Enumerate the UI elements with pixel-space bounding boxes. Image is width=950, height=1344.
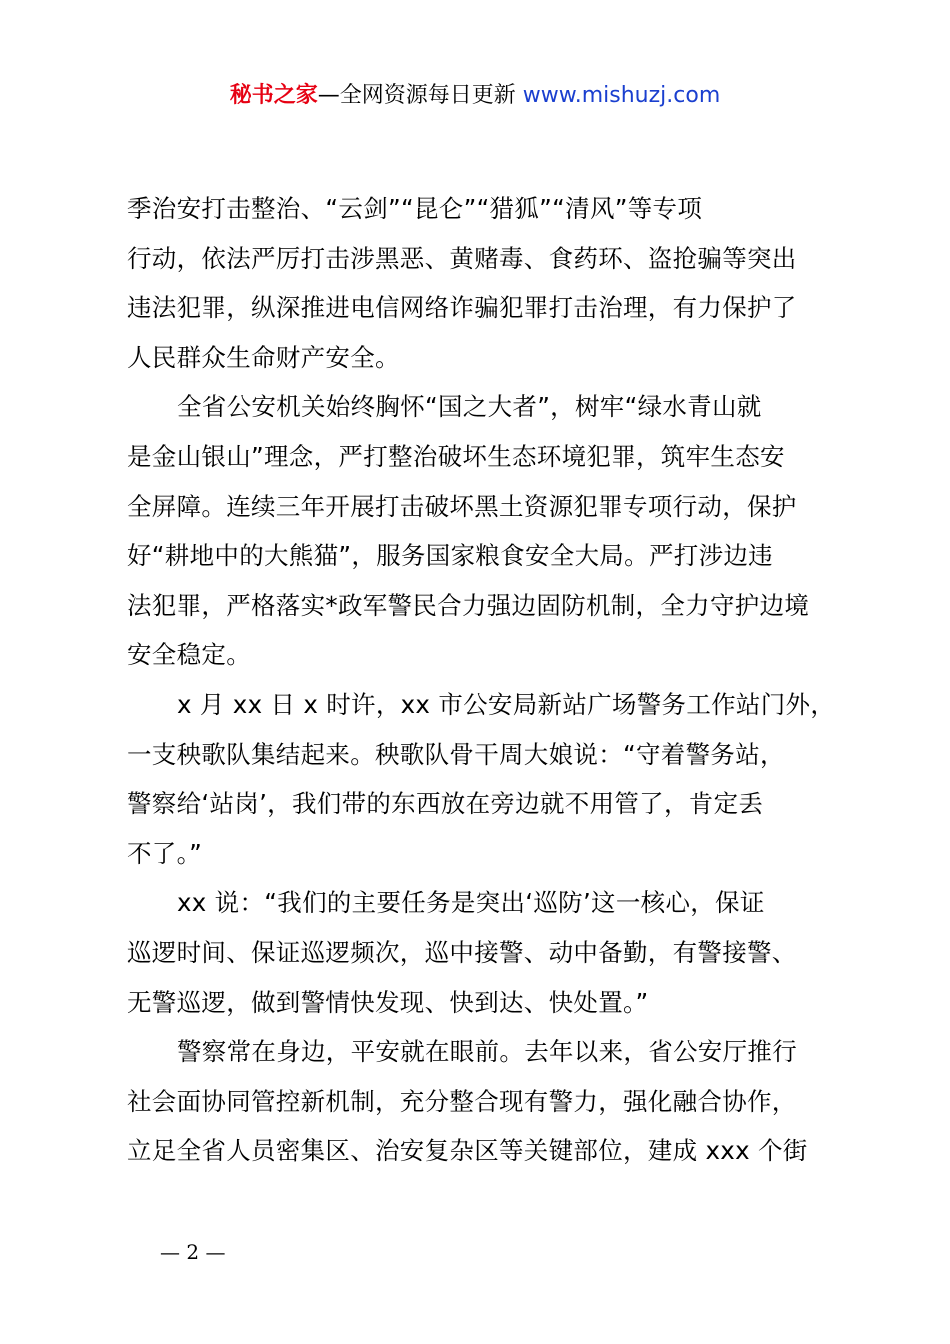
page-header [0,80,950,112]
text-line: 立足全省人员密集区、治安复杂区等关键部位，建成 xxx 个街 [127,1136,808,1166]
brand-name: 秘书之家 [229,83,318,108]
text-line: 违法犯罪，纵深推进电信网络诈骗犯罪打击治理，有力保护了 [127,293,797,323]
text-line: 巡逻时间、保证巡逻频次，巡中接警、动中备勤，有警接警、 [127,937,797,967]
text-line: 社会面协同管控新机制，充分整合现有警力，强化融合协作， [127,1086,797,1116]
text-line: 警察给‘站岗’，我们带的东西放在旁边就不用管了，肯定丢 [127,789,764,819]
text-line: 全屏障。连续三年开展打击破坏黑土资源犯罪专项行动，保护 [127,491,797,521]
text-line: xx 说：“我们的主要任务是突出‘巡防’这一核心，保证 [177,888,765,918]
header-url[interactable]: www.mishuzj.com [522,83,721,108]
document-body [127,184,836,1176]
text-line: x 月 xx 日 x 时许，xx 市公安局新站广场警务工作站门外， [177,689,836,719]
text-line: 法犯罪，严格落实*政军警民合力强边固防机制，全力守护边境 [127,590,810,620]
text-line: 是金山银山”理念，严打整治破坏生态环境犯罪，筑牢生态安 [127,441,785,471]
text-line: 无警巡逻，做到警情快发现、快到达、快处置。” [127,987,649,1017]
header-tagline: —全网资源每日更新 [317,83,523,108]
text-line: 好“耕地中的大熊猫”，服务国家粮食安全大局。严打涉边违 [127,541,773,571]
text-line: 不了。” [127,838,203,868]
text-line: 全省公安机关始终胸怀“国之大者”，树牢“绿水青山就 [177,392,762,422]
text-line: 一支秧歌队集结起来。秧歌队骨干周大娘说：“守着警务站， [127,739,785,769]
text-line: 安全稳定。 [127,640,251,670]
text-line: 行动，依法严厉打击涉黑恶、黄赌毒、食药环、盗抢骗等突出 [127,243,797,273]
text-line: 人民群众生命财产安全。 [127,342,400,372]
text-line: 警察常在身边，平安就在眼前。去年以来，省公安厅推行 [177,1037,797,1067]
page-number: — 2 — [160,1240,226,1264]
text-line: 季治安打击整治、“云剑”“昆仑”“猎狐”“清风”等专项 [127,194,703,223]
